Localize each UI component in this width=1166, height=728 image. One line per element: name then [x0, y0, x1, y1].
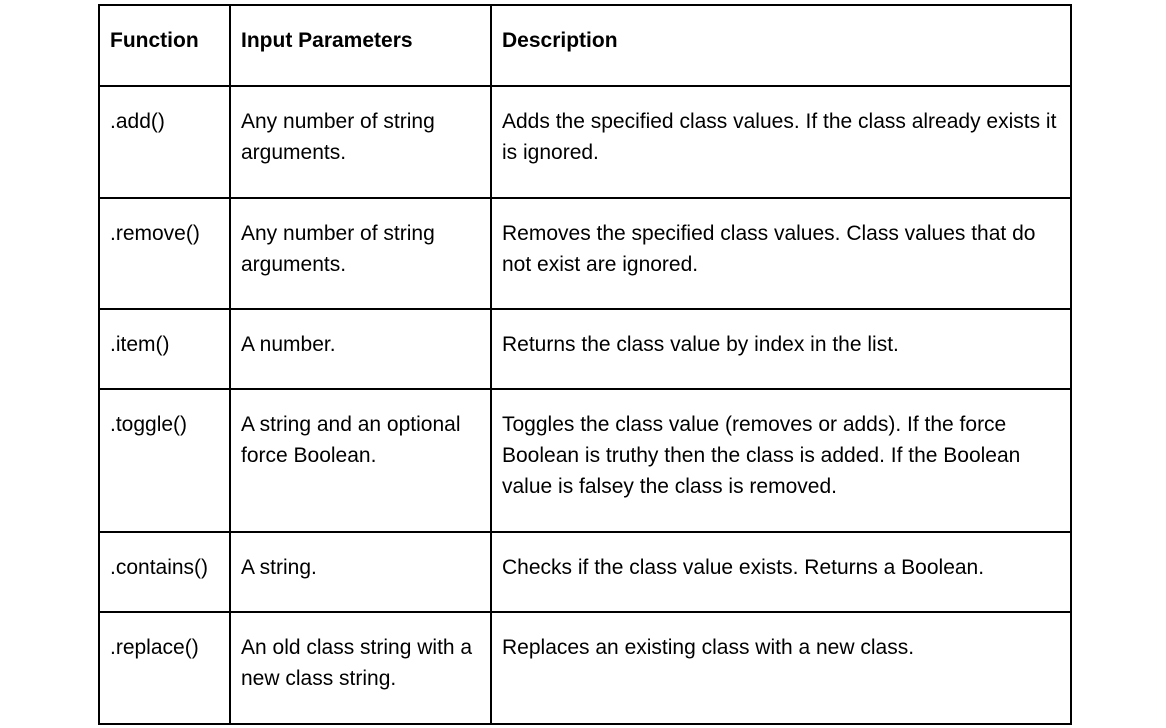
description-cell: Removes the specified class values. Class values that do not exist are ignored.: [491, 198, 1071, 309]
params-cell: A number.: [230, 309, 491, 389]
params-cell: Any number of string arguments.: [230, 198, 491, 309]
header-input-parameters: Input Parameters: [230, 5, 491, 86]
params-cell: A string and an optional force Boolean.: [230, 389, 491, 532]
description-cell: Replaces an existing class with a new class.: [491, 612, 1071, 724]
table-row: [99, 309, 1071, 389]
table-row: [99, 86, 1071, 198]
header-row: [99, 5, 1071, 86]
params-cell: Any number of string arguments.: [230, 86, 491, 198]
table-row: [99, 389, 1071, 532]
description-cell: Toggles the class value (removes or adds). If the force Boolean is truthy then the class is added. If the Boolean value is falsey the class is removed.: [491, 389, 1071, 532]
params-cell: A string.: [230, 532, 491, 612]
header-description: Description: [491, 5, 1071, 86]
table-row: [99, 198, 1071, 309]
function-cell: .toggle(): [99, 389, 230, 532]
function-cell: .item(): [99, 309, 230, 389]
function-cell: .contains(): [99, 532, 230, 612]
description-cell: Checks if the class value exists. Returns a Boolean.: [491, 532, 1071, 612]
function-cell: .replace(): [99, 612, 230, 724]
header-function: Function: [99, 5, 230, 86]
table-row: [99, 532, 1071, 612]
description-cell: Returns the class value by index in the list.: [491, 309, 1071, 389]
table-row: [99, 612, 1071, 724]
description-cell: Adds the specified class values. If the class already exists it is ignored.: [491, 86, 1071, 198]
function-cell: .remove(): [99, 198, 230, 309]
function-cell: .add(): [99, 86, 230, 198]
params-cell: An old class string with a new class string.: [230, 612, 491, 724]
classlist-methods-table: [98, 4, 1072, 725]
